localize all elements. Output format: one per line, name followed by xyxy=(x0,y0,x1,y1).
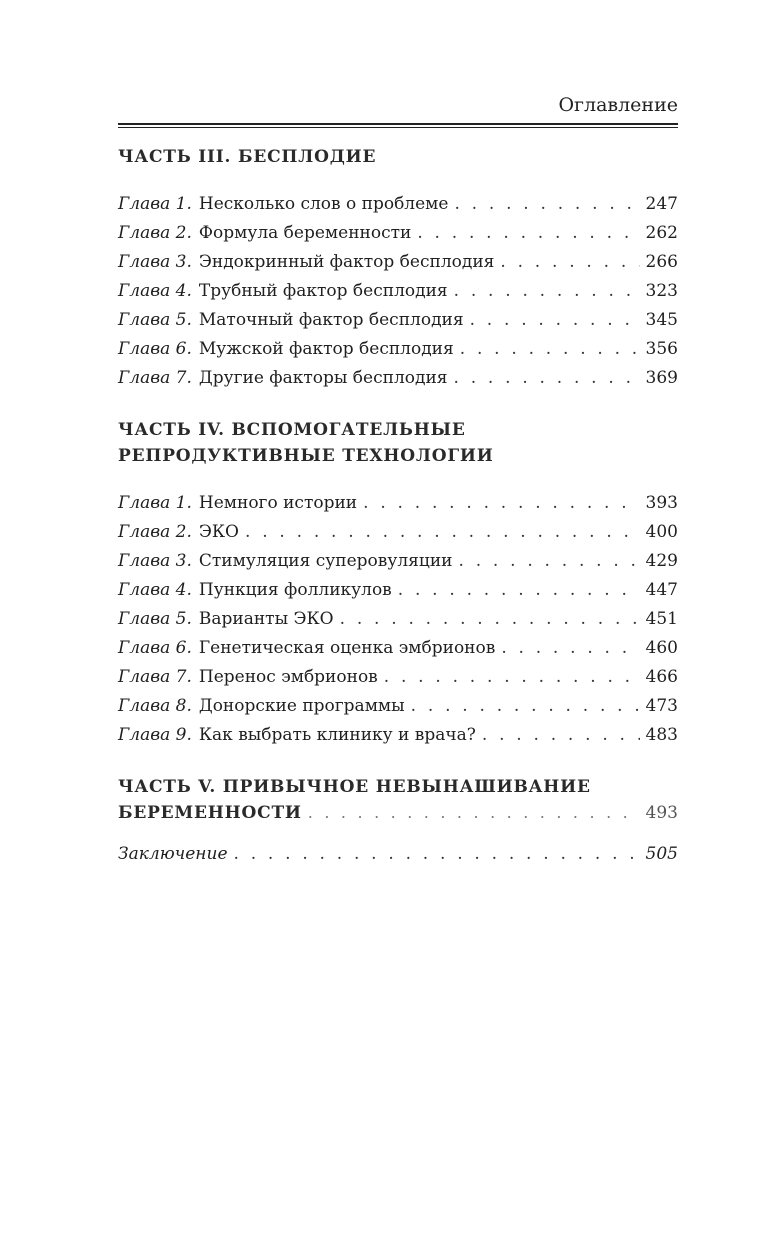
part-title: ЧАСТЬ IV. ВСПОМОГАТЕЛЬНЫЕ xyxy=(118,420,466,440)
page-number: 451 xyxy=(645,609,678,629)
dot-leader xyxy=(384,663,640,692)
chapter-title: Стимуляция суперовуляции xyxy=(198,551,453,571)
toc-entry[interactable] xyxy=(118,248,678,277)
dot-leader xyxy=(234,840,640,869)
chapter-title: Генетическая оценка эмбрионов xyxy=(198,638,496,658)
dot-leader xyxy=(411,692,640,721)
page-number: 369 xyxy=(645,368,678,388)
chapter-label: Глава 4. xyxy=(118,281,192,301)
chapter-label: Глава 6. xyxy=(118,638,192,658)
chapter-label: Глава 2. xyxy=(118,522,192,542)
page-number: 247 xyxy=(645,194,678,214)
dot-leader xyxy=(308,800,640,826)
page-number: 429 xyxy=(645,551,678,571)
chapter-list xyxy=(118,489,678,750)
conclusion-title: Заключение xyxy=(118,844,228,864)
page-number: 473 xyxy=(645,696,678,716)
toc-entry[interactable] xyxy=(118,800,678,826)
dot-leader xyxy=(460,335,640,364)
part-title-line-2: РЕПРОДУКТИВНЫЕ ТЕХНОЛОГИИ xyxy=(118,446,494,466)
part-section xyxy=(118,144,678,393)
dot-leader xyxy=(398,576,640,605)
dot-leader xyxy=(500,248,639,277)
chapter-label: Глава 6. xyxy=(118,339,192,359)
dot-leader xyxy=(417,219,639,248)
part-title-line-2: БЕРЕМЕННОСТИ xyxy=(118,803,302,823)
chapter-title: Эндокринный фактор бесплодия xyxy=(198,252,495,272)
toc-entry[interactable] xyxy=(118,306,678,335)
header-rule-thin xyxy=(118,127,678,128)
page-number: 266 xyxy=(645,252,678,272)
running-header: Оглавление xyxy=(558,94,678,116)
header-rule-thick xyxy=(118,123,678,125)
toc-entry-conclusion[interactable] xyxy=(118,840,678,869)
dot-leader xyxy=(470,306,640,335)
toc-entry[interactable] xyxy=(118,518,678,547)
toc-entry[interactable] xyxy=(118,547,678,576)
page-number: 505 xyxy=(645,844,678,864)
chapter-title: ЭКО xyxy=(198,522,239,542)
chapter-title: Как выбрать клинику и врача? xyxy=(198,725,476,745)
page-number: 262 xyxy=(645,223,678,243)
chapter-label: Глава 2. xyxy=(118,223,192,243)
page-number: 345 xyxy=(645,310,678,330)
chapter-title: Немного истории xyxy=(198,493,358,513)
chapter-title: Маточный фактор бесплодия xyxy=(198,310,464,330)
part-section xyxy=(118,774,678,826)
toc-entry[interactable] xyxy=(118,692,678,721)
chapter-title: Перенос эмбрионов xyxy=(198,667,378,687)
chapter-title: Трубный фактор бесплодия xyxy=(198,281,448,301)
toc-entry[interactable] xyxy=(118,576,678,605)
toc-entry[interactable] xyxy=(118,605,678,634)
toc-entry[interactable] xyxy=(118,219,678,248)
toc-entry[interactable] xyxy=(118,190,678,219)
page-number: 493 xyxy=(645,803,678,823)
page-number: 323 xyxy=(645,281,678,301)
dot-leader xyxy=(501,634,639,663)
toc-content xyxy=(118,144,678,869)
page-number: 400 xyxy=(645,522,678,542)
page-number: 447 xyxy=(645,580,678,600)
dot-leader xyxy=(482,721,640,750)
toc-entry[interactable] xyxy=(118,634,678,663)
chapter-label: Глава 8. xyxy=(118,696,192,716)
dot-leader xyxy=(454,277,640,306)
chapter-list xyxy=(118,190,678,393)
part-title: ЧАСТЬ V. ПРИВЫЧНОЕ НЕВЫНАШИВАНИЕ xyxy=(118,777,591,797)
chapter-label: Глава 4. xyxy=(118,580,192,600)
chapter-label: Глава 7. xyxy=(118,667,192,687)
toc-entry[interactable] xyxy=(118,663,678,692)
chapter-title: Формула беременности xyxy=(198,223,412,243)
chapter-title: Несколько слов о проблеме xyxy=(198,194,449,214)
dot-leader xyxy=(340,605,640,634)
page-number: 466 xyxy=(645,667,678,687)
chapter-label: Глава 5. xyxy=(118,609,192,629)
toc-entry[interactable] xyxy=(118,335,678,364)
chapter-label: Глава 9. xyxy=(118,725,192,745)
chapter-title: Варианты ЭКО xyxy=(198,609,334,629)
page-number: 483 xyxy=(645,725,678,745)
dot-leader xyxy=(458,547,639,576)
chapter-label: Глава 1. xyxy=(118,493,192,513)
chapter-title: Донорские программы xyxy=(198,696,405,716)
chapter-label: Глава 5. xyxy=(118,310,192,330)
part-title: ЧАСТЬ III. БЕСПЛОДИЕ xyxy=(118,147,377,167)
toc-entry[interactable] xyxy=(118,489,678,518)
dot-leader xyxy=(454,364,640,393)
chapter-title: Пункция фолликулов xyxy=(198,580,392,600)
toc-entry[interactable] xyxy=(118,721,678,750)
page-number: 356 xyxy=(645,339,678,359)
chapter-label: Глава 3. xyxy=(118,551,192,571)
chapter-label: Глава 7. xyxy=(118,368,192,388)
toc-entry[interactable] xyxy=(118,364,678,393)
part-section xyxy=(118,417,678,750)
page-number: 460 xyxy=(645,638,678,658)
chapter-title: Мужской фактор бесплодия xyxy=(198,339,454,359)
chapter-title: Другие факторы бесплодия xyxy=(198,368,448,388)
dot-leader xyxy=(454,190,639,219)
chapter-label: Глава 3. xyxy=(118,252,192,272)
dot-leader xyxy=(245,518,640,547)
chapter-label: Глава 1. xyxy=(118,194,192,214)
dot-leader xyxy=(363,489,639,518)
page-number: 393 xyxy=(645,493,678,513)
toc-entry[interactable] xyxy=(118,277,678,306)
